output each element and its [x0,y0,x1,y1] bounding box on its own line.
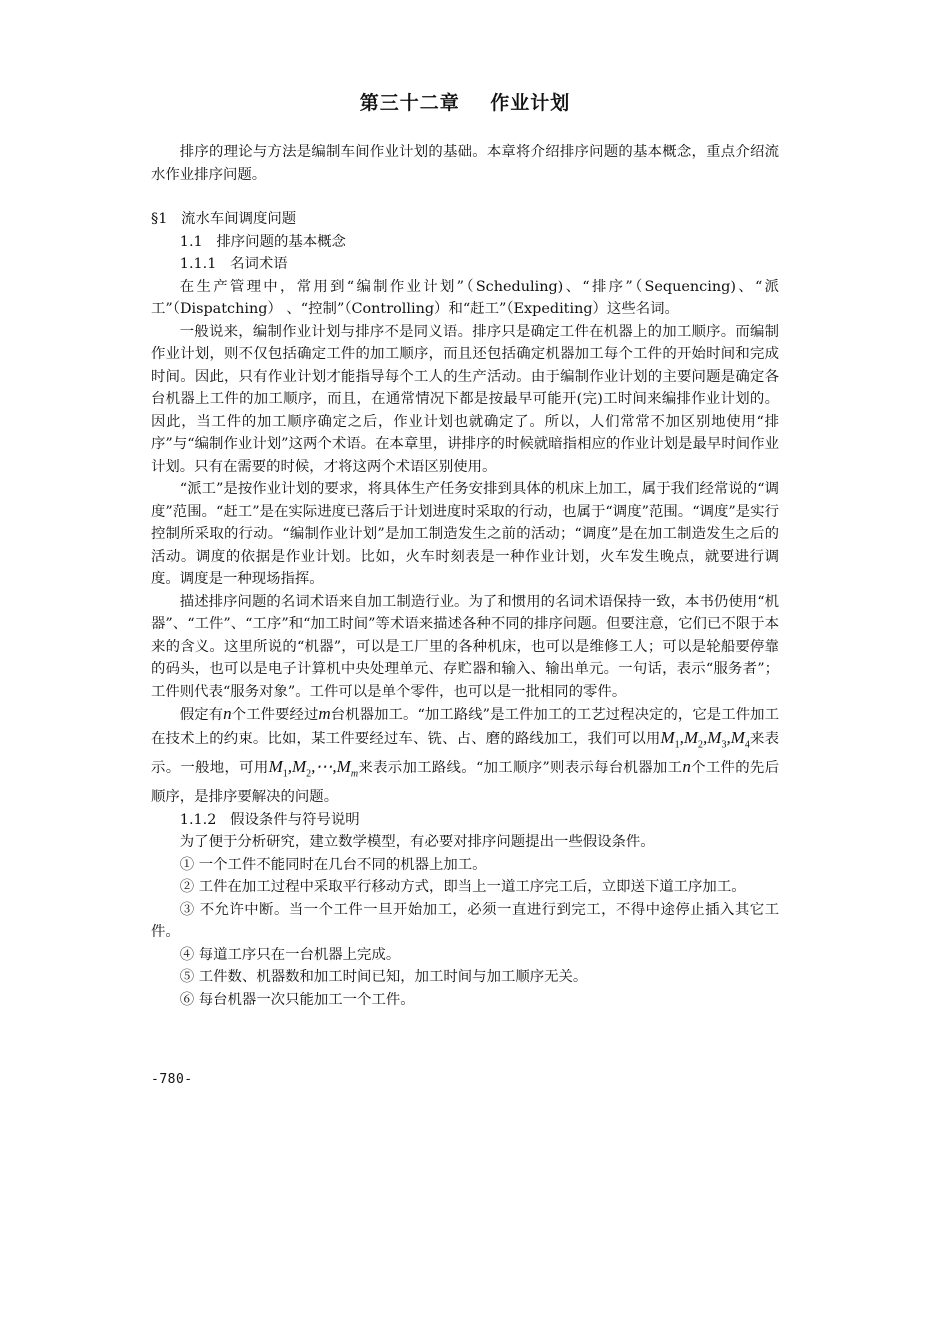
assumption-item: ② 工件在加工过程中采取平行移动方式，即当上一道工序完工后，立即送下道工序加工。 [179,879,746,896]
math-m: m [318,704,331,723]
paragraph-route [151,703,779,809]
route-text-3: 台机器加工。“加工路线”是工件加工的工艺过程决定的，它是工件加工在技术上的约束。比如，某工件要经过车、铣、占、磨的路线加工，我们可以用 [151,707,779,747]
subsection-heading: 1.1 排序问题的基本概念 [179,233,346,250]
math-route-four: $M_1,M_2,M_3,M_4$ [660,727,750,750]
chapter-title: 第三十二章 作业计划 [359,92,571,114]
paragraph-general: 一般说来，编制作业计划与排序不是同义语。排序只是确定工件在机器上的加工顺序。而编制作业计划，则不仅包括确定工件的加工顺序，而且还包括确定机器加工每个工件的开始时间和完成时间。因此，只有作业计划才能指导每个工人的生产活动。由于编制作业计划的主要问题是确定各台机器上工件的加工顺序，而且，在通常情况下都是按最早可能开(完)工时间来编排作业计划的。因此，当工件的加工顺序确定之后，作业计划也就确定了。所以，人们常常不加区别地使用“排序”与“编制作业计划”这两个术语。在本章里，讲排序的时候就暗指相应的作业计划是最早时间作业计划。只有在需要的时候，才将这两个术语区别使用。 [151,323,779,475]
route-text-1: 假定有 [179,707,224,723]
assumption-item: ① 一个工件不能同时在几台不同的机器上加工。 [179,856,487,873]
document-page [151,88,779,1011]
assumptions-intro: 为了便于分析研究，建立数学模型，有必要对排序问题提出一些假设条件。 [179,834,655,851]
math-n-2: n [682,757,691,777]
intro-paragraph: 排序的理论与方法是编制车间作业计划的基础。本章将介绍排序问题的基本概念，重点介绍流水作业排序问题。 [151,144,779,183]
assumption-item: ⑤ 工件数、机器数和加工时间已知，加工时间与加工顺序无关。 [179,969,588,986]
route-text-5: 来表示加工路线。“加工顺序”则表示每台机器加工 [358,760,683,777]
math-n: n [223,704,232,723]
assumption-item: ③ 不允许中断。当一个工件一旦开始加工，必须一直进行到完工，不得中途停止插入其它工件。 [151,901,779,941]
page-number: -780- [151,1072,193,1087]
section-heading: §1 流水车间调度问题 [151,211,297,227]
paragraph-terms: 在生产管理中，常用到“编制作业计划”（Scheduling)、“排序”（Sequencing)、“派工”（Dispatching） 、“控制”（Controlling）和“赶工”（Expediting）这些名词。 [151,278,779,317]
subsubsection-heading-assumptions: 1.1.2 假设条件与符号说明 [179,811,360,828]
route-text-2: 个工件要经过 [231,707,319,723]
route-text-6: 个工件的先后顺序，是排序要解决的问题。 [151,760,779,806]
assumption-item: ⑥ 每台机器一次只能加工一个工件。 [179,991,415,1008]
route-text-4: 来表示。一般地，可用 [151,730,779,777]
subsubsection-heading-terms: 1.1.1 名词术语 [179,256,288,272]
assumption-item: ④ 每道工序只在一台机器上完成。 [179,946,401,963]
paragraph-dispatch: “派工”是按作业计划的要求，将具体生产任务安排到具体的机床上加工，属于我们经常说的“调度”范围。“赶工”是在实际进度已落后于计划进度时采取的行动，也属于“调度”范围。“调度”是实行控制所采取的行动。“编制作业计划”是加工制造发生之前的活动；“调度”是在加工制造发生之后的活动。调度的依据是作业计划。比如，火车时刻表是一种作业计划，火车发生晚点，就要进行调度。调度是一种现场指挥。 [151,481,779,587]
paragraph-describe: 描述排序问题的名词术语来自加工制造行业。为了和惯用的名词术语保持一致，本书仍使用“机器”、“工件”、“工序”和“加工时间”等术语来描述各种不同的排序问题。但要注意，它们已不限于本来的含义。这里所说的“机器”，可以是工厂里的各种机床，也可以是维修工人；可以是轮船要停靠的码头，也可以是电子计算机中央处理单元、存贮器和输入、输出单元。一句话，表示“服务者”；工件则代表“服务对象”。工件可以是单个零件，也可以是一批相同的零件。 [151,593,779,700]
math-route-general: $M_1,M_2,\cdots,M_m$ [268,757,359,780]
